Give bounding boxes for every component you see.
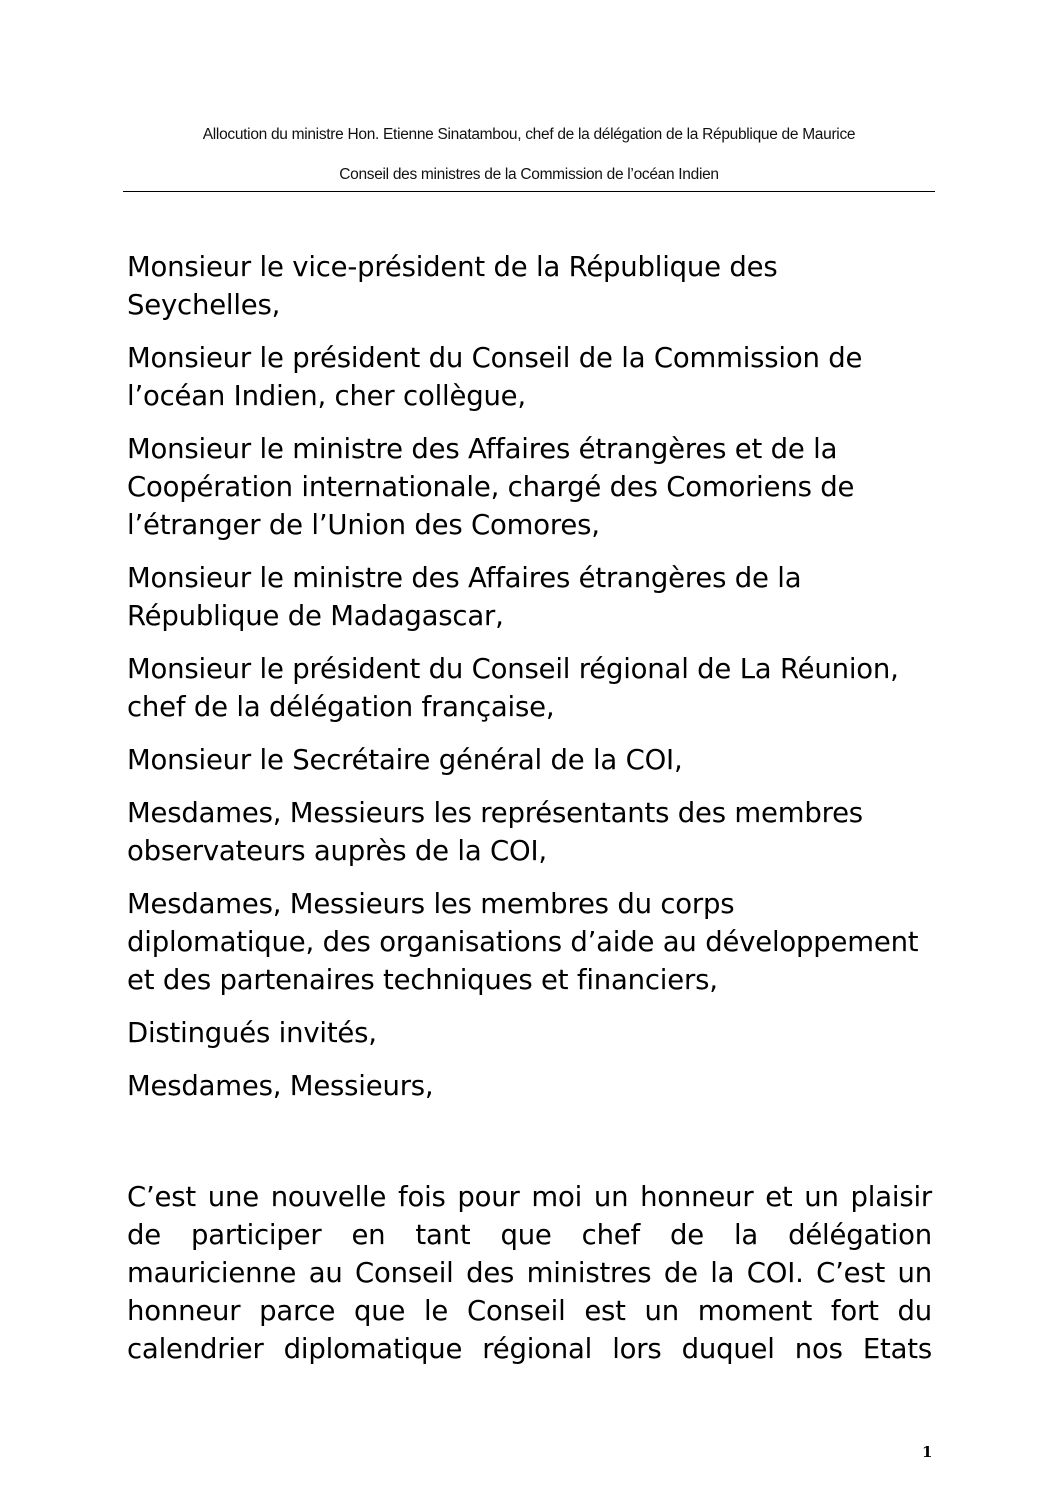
speech-paragraph: C’est une nouvelle fois pour moi un honneur et un plaisir de participer en tant que chef de la délégation mauricienne au Conseil des ministres de la COI. C’est un honneur parce que le Conseil est un moment fort du calendrier diplomatique régional lors duquel nos Etats <box>127 1181 932 1365</box>
salutation-item: Monsieur le président du Conseil de la Commission de l’océan Indien, cher collègue, <box>127 342 863 412</box>
salutation-item: Mesdames, Messieurs, <box>127 1070 434 1102</box>
salutation-item: Distingués invités, <box>127 1017 377 1049</box>
header-speech-title: Allocution du ministre Hon. Etienne Sinatambou, chef de la délégation de la République de Maurice <box>202 126 856 143</box>
salutation-item: Monsieur le ministre des Affaires étrangères de la République de Madagascar, <box>127 562 802 632</box>
salutation-item: Monsieur le président du Conseil régional de La Réunion, chef de la délégation française, <box>127 653 899 723</box>
salutation-item: Mesdames, Messieurs les représentants des membres observateurs auprès de la COI, <box>127 797 863 867</box>
header-event-title: Conseil des ministres de la Commission de l’océan Indien <box>339 166 719 183</box>
page-number: 1 <box>922 1443 933 1461</box>
salutation-item: Monsieur le ministre des Affaires étrangères et de la Coopération internationale, chargé des Comoriens de l’étranger de l’Union des Comores, <box>127 433 855 541</box>
salutations-list <box>127 248 927 1120</box>
header-divider <box>123 191 935 192</box>
salutation-item: Monsieur le vice-président de la République des Seychelles, <box>127 251 778 321</box>
salutation-item: Mesdames, Messieurs les membres du corps diplomatique, des organisations d’aide au développement et des partenaires techniques et financiers, <box>127 888 919 996</box>
salutation-item: Monsieur le Secrétaire général de la COI, <box>127 744 683 776</box>
